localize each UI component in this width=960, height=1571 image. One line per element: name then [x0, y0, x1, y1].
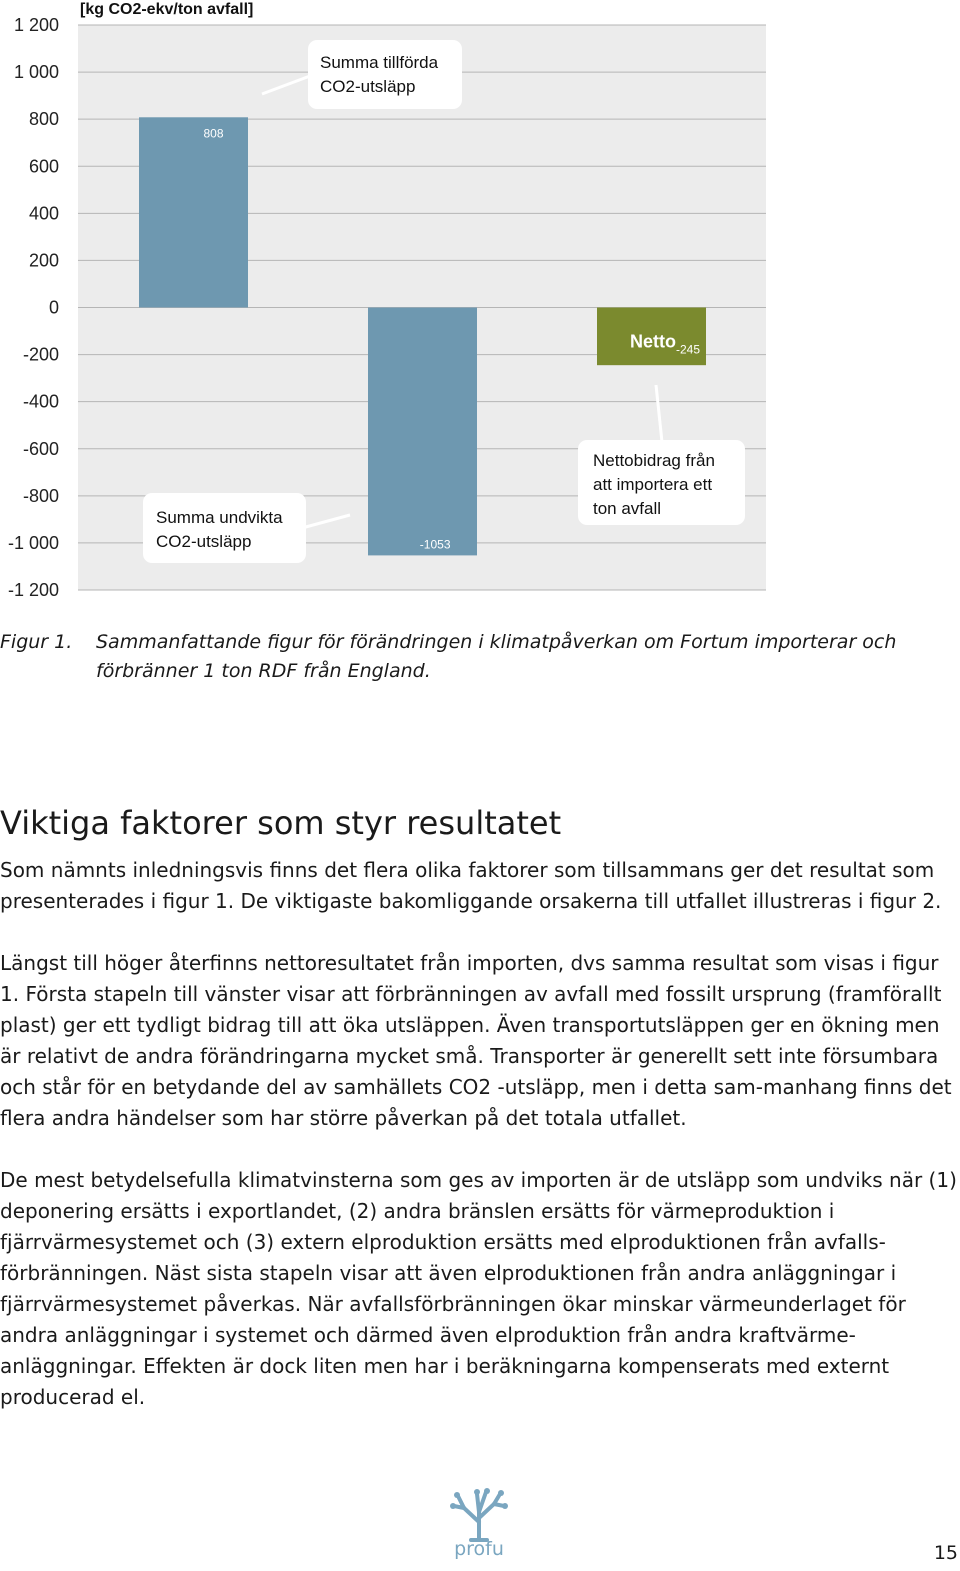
figure-caption-text: Sammanfattande figur för förändringen i klimatpåverkan om Fortum importerar och förbränner 1 ton RDF från England. [96, 631, 897, 682]
callout-tillforda-line-1: Summa tillförda [320, 53, 439, 72]
callout-netto-line-3: ton avfall [593, 499, 662, 518]
y-tick-label: -400 [22, 391, 59, 412]
paragraph-3: De mest betydelsefulla klimatvinsterna som ges av importen är de utsläpp som undviks när (1) deponering ersätts i exportlandet, (2) andra bränslen ersätts för värmeproduktion i fjärrvärmesystemet och (3) extern elproduktion ersätts med elproduktionen från avfalls-förbränningen. Näst sista stapeln visar att även elproduktionen från andra anläggningar i fjärrvärmesystemet påverkas. När avfallsförbränningen ökar minskar värmeunderlaget för andra anläggningar i systemet och därmed även elproduktion från andra kraftvärme-anläggningar. Effekten är dock liten men har i beräkningarna kompenserats med externt producerad el. [0, 1168, 957, 1409]
callout-undvikta-box [143, 493, 306, 563]
y-tick-label: -200 [22, 344, 59, 365]
page-number: 15 [933, 1542, 958, 1564]
section-heading: Viktiga faktorer som styr resultatet [0, 804, 562, 842]
bar-2 [368, 308, 477, 556]
paragraph-2: Längst till höger återfinns nettoresultatet från importen, dvs samma resultat som visas i figur 1. Första stapeln till vänster visar att förbränningen av avfall med fossilt ursprung (framförallt plast) ger ett tydligt bidrag till att öka utsläppen. Även transportutsläppen ger en ökning men är relativt de andra förändringarna mycket små. Transporter är generellt sett inte försumbara och står för en betydande del av samhällets CO2 -utsläpp, men i detta sam-manhang finns det flera andra händelser som har större påverkan på det totala utfallet. [0, 951, 952, 1130]
bar-data-label-1: 808 [203, 126, 224, 141]
y-tick-labels [8, 15, 59, 600]
figure-number: Figur 1. [0, 631, 73, 653]
chart [0, 0, 960, 620]
body-text [0, 855, 958, 1444]
callout-tillforda [308, 40, 462, 109]
callout-netto [578, 440, 745, 525]
callout-netto-line-1: Nettobidrag från [593, 451, 715, 470]
profu-logo [444, 1486, 514, 1566]
callout-undvikta-line-1: Summa undvikta [156, 508, 283, 527]
netto-bar-label: Netto$_{-245}$ [629, 331, 700, 357]
y-tick-label: 400 [28, 203, 59, 224]
y-tick-label: -800 [22, 485, 59, 506]
paragraph-1: Som nämnts inledningsvis finns det flera olika faktorer som tillsammans ger det resultat som presenterades i figur 1. De viktigaste bakomliggande orsakerna till utfallet illustreras i figur 2. [0, 858, 942, 913]
y-tick-label: 0 [48, 297, 59, 318]
tree-icon [444, 1486, 514, 1542]
y-tick-label: 800 [28, 109, 59, 130]
callout-tillforda-line-2: CO2-utsläpp [320, 77, 416, 96]
y-tick-label: 200 [28, 250, 59, 271]
y-tick-label: 1 200 [13, 15, 59, 35]
callout-tillforda-box [308, 40, 462, 109]
y-tick-label: -1 200 [7, 580, 59, 600]
callout-undvikta-line-2: CO2-utsläpp [156, 532, 252, 551]
y-tick-label: -600 [22, 438, 59, 459]
y-axis-label: [kg CO2-ekv/ton avfall] [80, 1, 254, 18]
callout-netto-line-2: att importera ett [593, 475, 713, 494]
y-tick-label: -1 000 [7, 532, 59, 553]
bar-1 [139, 117, 248, 307]
callout-undvikta [143, 493, 306, 563]
logo-text: profu [454, 1538, 504, 1560]
y-tick-label: 600 [28, 156, 59, 177]
bar-data-label-2: -1053 [419, 537, 451, 552]
y-tick-label: 1 000 [13, 62, 59, 83]
